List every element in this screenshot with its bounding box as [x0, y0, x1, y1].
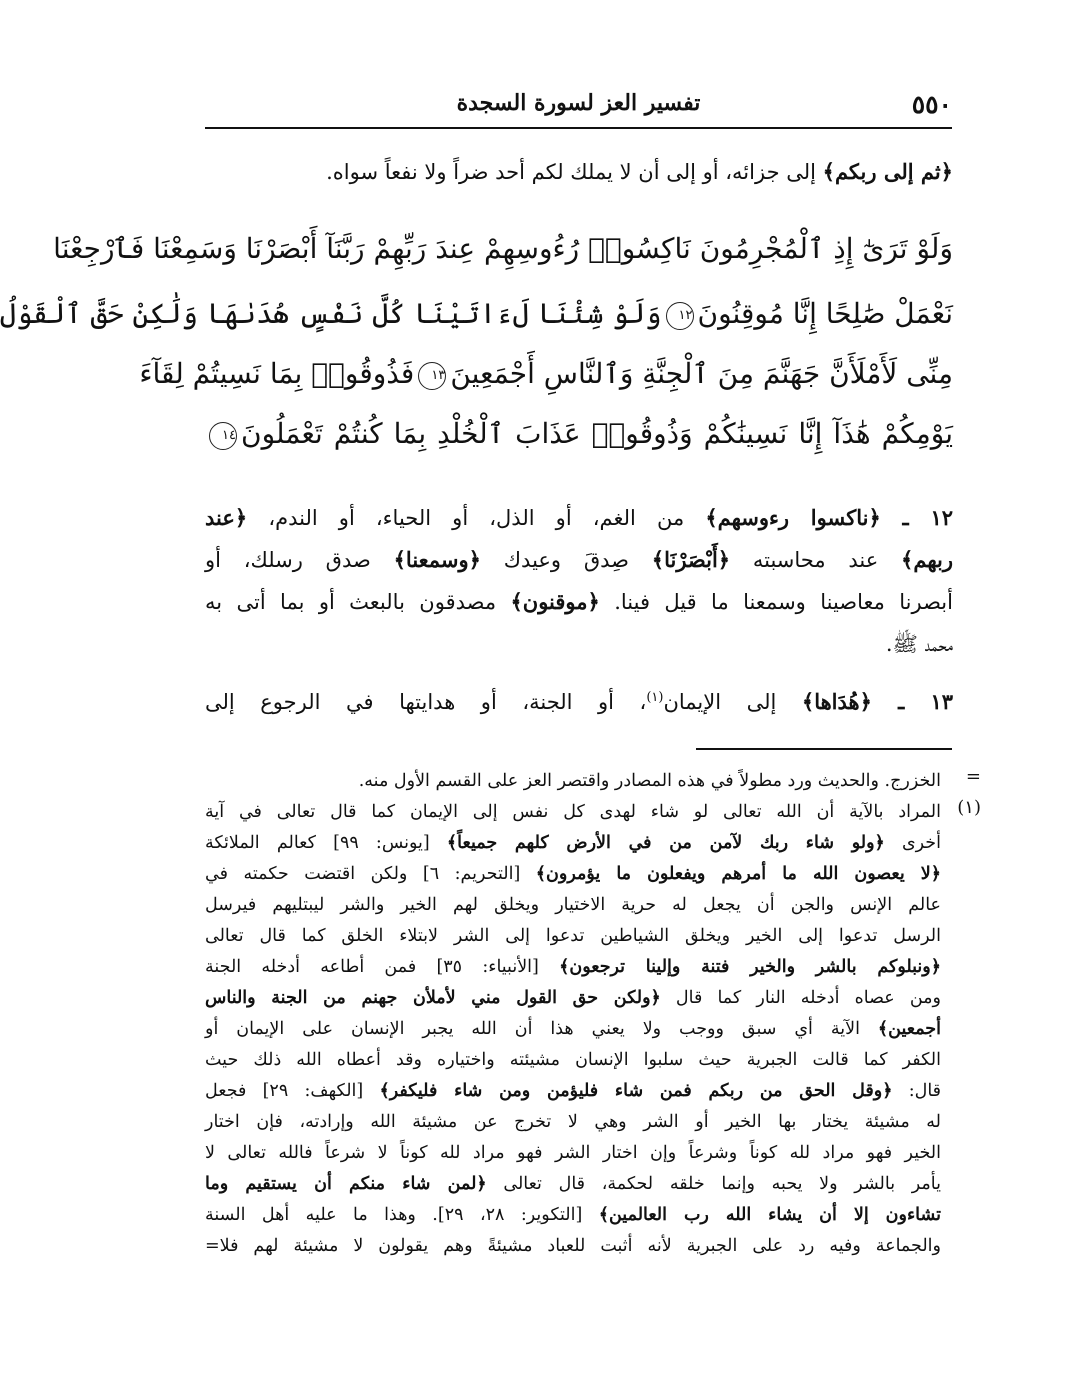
quran-text: وَلَوْ تَرَىٰٓ إِذِ ٱلْمُجْرِمُونَ نَاكِسُوا۟ رُءُوسِهِمْ عِندَ رَبِّهِمْ رَبَّنَآ أَبْصَرْنَا وَسَمِعْنَا فَٱرْجِعْنَا: [53, 232, 953, 265]
quoted-verse: ﴿ونبلوكم بالشر والخير فتنة وإلينا ترجعون﴾: [559, 957, 942, 977]
footnote-1-line-1: [205, 797, 941, 827]
quran-text: نَعْمَلْ صَٰلِحًا إِنَّا مُوقِنُونَ: [697, 297, 953, 330]
quoted-phrase: ﴿أَبْصَرْنَا﴾: [651, 547, 731, 572]
footnote-text: الآية أي سبق ووجب ولا يعني هذا أن الله يجبر الإنسان على الإيمان أو: [205, 1019, 878, 1039]
commentary-12-line-4: [205, 626, 953, 662]
footnote-1-line-13: [205, 1169, 941, 1199]
commentary-12-line-1: [205, 500, 953, 536]
footnote-text: له مشيئة يختار بها الخير أو الشر وهي لا تخرج عن مشيئة الله وإرادته، فإن اختار: [205, 1112, 941, 1132]
commentary-text: من الغم، أو الذل، أو الحياء، أو الندم،: [247, 506, 706, 530]
quoted-phrase: ﴿ناكسوا رءوسهم﴾: [705, 505, 881, 530]
verse-number: ١٢ ـ: [880, 505, 953, 530]
quoted-verse: تشاءون إلا أن يشاء الله رب العالمين﴾: [598, 1205, 941, 1225]
ayah-marker-13: ١٣: [418, 362, 446, 390]
footnote-text: [الكهف: ٢٩] فجعل: [205, 1081, 380, 1101]
footnote-1-line-10: [205, 1076, 941, 1106]
footnote-text: أخرى: [884, 833, 941, 853]
footnote-continuation: [205, 766, 941, 796]
commentary-text: إلى الإيمان: [663, 690, 802, 714]
commentary-text: عند محاسبته: [730, 548, 902, 572]
ayah-marker-14: ١٤: [209, 422, 237, 450]
commentary-12-line-2: [205, 542, 953, 578]
footnote-1-line-12: [205, 1138, 941, 1168]
footnote-text: قال:: [892, 1081, 942, 1101]
footnote-text: [الأنبياء: ٣٥] فمن أطاعه أدخله الجنة: [205, 957, 560, 977]
verse-number: ١٣ ـ: [871, 689, 953, 714]
quoted-verse: ﴿ولو شاء ربك لآمن من في الأرض كلهم جميعاً﴾: [446, 833, 885, 853]
footnote-text: الخير فهو مراد لله كوناً وشرعاً وإن اختار الشر فهو مراد لله كوناً لا شرعاً فالله تعالى لا: [205, 1143, 941, 1163]
commentary-13-line-1: [205, 680, 953, 716]
quoted-verse: أجمعين﴾: [877, 1019, 941, 1039]
footnote-1-line-5: [205, 921, 941, 951]
quran-text: فَذُوقُوا۟ بِمَا نَسِيتُمْ لِقَآءَ: [139, 357, 415, 390]
quoted-phrase: ﴿هُدَاها﴾: [801, 689, 872, 714]
commentary-text: ، أو الجنة، أو هدايتها في الرجوع إلى: [205, 690, 647, 714]
footnote-1-line-15: [205, 1231, 941, 1261]
footnote-text: [يونس: ٩٩] كعالم الملائكة: [205, 833, 447, 853]
footnote-continuation-mark: =: [965, 766, 981, 787]
footnote-1-line-8: [205, 1014, 941, 1044]
commentary-text: مصدقون بالبعث أو بما أتى به: [205, 590, 511, 614]
footnote-1-line-3: [205, 859, 941, 889]
quran-line-2: [0, 285, 953, 343]
commentary-text: صدق رسلك، أو: [205, 548, 394, 572]
commentary-12-line-3: [205, 584, 953, 620]
intro-phrase: ﴿ثم إلى ربكم﴾: [822, 159, 953, 184]
ayah-marker-12: ١٢: [666, 302, 694, 330]
quran-line-4: [205, 405, 953, 463]
footnote-1-line-11: [205, 1107, 941, 1137]
footnote-text: المراد بالآية أن الله تعالى لو شاء لهدى كل نفس إلى الإيمان كما قال تعالى في آية: [205, 802, 941, 822]
footnote-text: [التحريم: ٦] ولكن اقتضت حكمته في: [205, 864, 536, 884]
footnote-1-line-4: [205, 890, 941, 920]
footnote-rule: [696, 748, 952, 750]
footnote-1-line-2: [205, 828, 941, 858]
quran-text: وَلَوْ شِئْنَا لَءَاتَيْنَا كُلَّ نَفْسٍ هُدَىٰهَا وَلَٰكِنْ حَقَّ ٱلْقَوْلُ: [0, 297, 662, 330]
running-title: تفسير العز لسورة السجدة: [456, 90, 701, 116]
footnote-reference: (١): [646, 690, 664, 705]
commentary-text: محمد ﷺ.: [885, 632, 953, 656]
footnote-text: [التكوير: ٢٨، ٢٩]. وهذا ما عليه أهل السنة: [205, 1205, 599, 1225]
quoted-verse: ﴿لا يعصون الله ما أمرهم ويفعلون ما يؤمرون﴾: [535, 864, 941, 884]
quoted-verse: ﴿وقل الحق من ربكم فمن شاء فليؤمن ومن شاء فليكفر﴾: [379, 1081, 893, 1101]
footnote-1-line-14: [205, 1200, 941, 1230]
page-number: ٥٥٠: [911, 90, 952, 119]
footnote-text: يأمر بالشر ولا يحبه وإنما خلقه لحكمة، قال تعالى: [486, 1174, 941, 1194]
footnote-1-line-9: [205, 1045, 941, 1075]
page-header: [205, 84, 952, 124]
quran-line-3: [139, 345, 953, 403]
footnote-text: الرسل تدعوا إلى الخير ويخلق الشياطين تدعوا إلى الشر لابتلاء الخلق كما قال تعالى: [205, 926, 941, 946]
quoted-verse: ﴿لمن شاء منكم أن يستقيم وما: [205, 1174, 487, 1194]
commentary-text: صِدقَ وعيدك: [480, 548, 652, 572]
footnote-1-line-6: [205, 952, 941, 982]
quran-line-1: [53, 220, 953, 278]
quran-text: يَوْمِكُمْ هَٰذَآ إِنَّا نَسِينَٰكُمْ وَذُوقُوا۟ عَذَابَ ٱلْخُلْدِ بِمَا كُنتُمْ تَعْمَلُونَ: [241, 417, 953, 450]
quran-text: مِنِّى لَأَمْلَأَنَّ جَهَنَّمَ مِنَ ٱلْجِنَّةِ وَٱلنَّاسِ أَجْمَعِينَ: [450, 357, 953, 390]
footnote-1-line-7: [205, 983, 941, 1013]
quoted-phrase: ﴿عند: [205, 505, 248, 530]
footnote-text: الكفر كما قالت الجبرية حيث سلبوا الإنسان مشيئته واختياره وقد أعطاه الله ذلك حيث: [205, 1050, 941, 1070]
quoted-verse: ﴿ولكن حق القول مني لأملأن جهنم من الجنة والناس: [205, 988, 661, 1008]
footnote-text: الخزرج. والحديث ورد مطولاً في هذه المصادر واقتصر العز على القسم الأول منه.: [358, 771, 941, 791]
quoted-phrase: ﴿موقنون﴾: [510, 589, 600, 614]
header-rule: [205, 127, 952, 129]
intro-line: [205, 154, 953, 190]
footnote-1-mark: (١): [957, 797, 981, 818]
footnote-text: عالم الإنس والجن أن يجعل له حرية الاختيار ويخلق لهم الخير والشر ليبتليهم فيرسل: [205, 895, 941, 915]
footnote-text: والجماعة وفيه رد على الجبرية لأنه أثبت للعباد مشيئةً وهم يقولون لا مشيئة لهم فلا=: [205, 1236, 941, 1256]
commentary-text: أبصرنا معاصينا وسمعنا ما قيل فينا.: [599, 590, 953, 614]
footnote-text: ومن عصاه أدخله النار كما قال: [660, 988, 941, 1008]
intro-text: إلى جزائه، أو إلى أن لا يملك لكم أحد ضراً ولا نفعاً سواه.: [326, 160, 823, 184]
quoted-phrase: ﴿وسمعنا﴾: [393, 547, 481, 572]
quoted-phrase: ربهم﴾: [901, 547, 953, 572]
